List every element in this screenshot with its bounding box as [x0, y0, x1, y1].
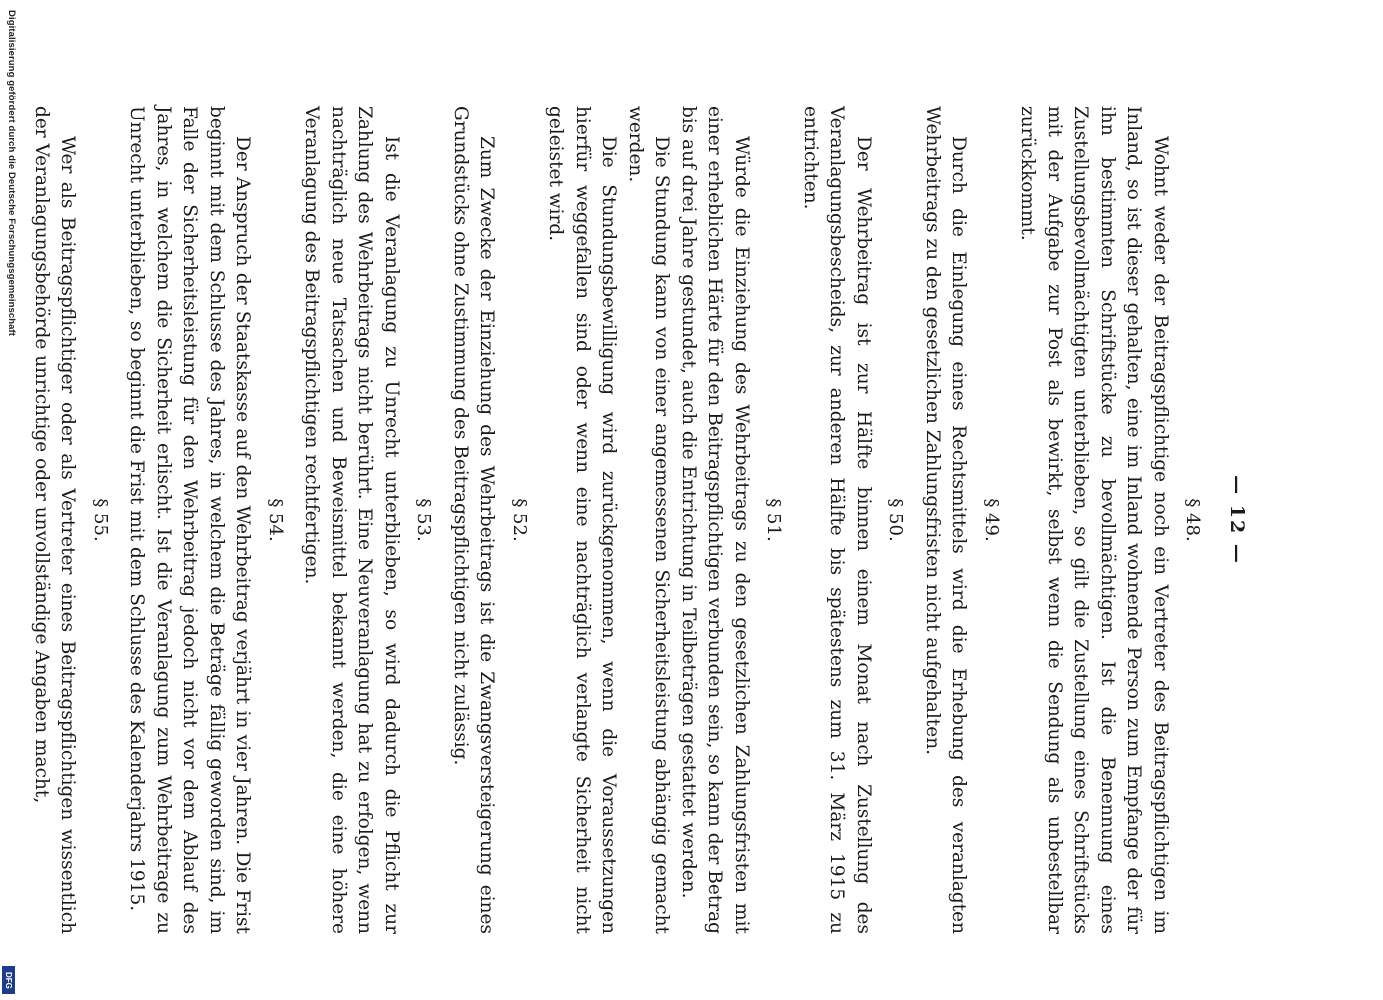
section-paragraph: Wohnt weder der Beitragspflichtige noch ein Vertreter des Beitragspflichtigen im Inland, so ist dieser gehalten, eine im Inland wohnende Person zum Empfange der für ihn bestimmten Schriftstücke zu bevollmächtigen. Ist die Benennung eines Zustellungsbevollmächtigten unterblieben, so gilt die Zustellung eines Schriftstücks mit der Aufgabe zur Post als bewirkt, selbst wenn die Sendung als unbestellbar zurückkommt.	[1017, 106, 1171, 934]
sidebar	[0, 0, 18, 1000]
section-paragraph: Die Stundungsbewilligung wird zurückgenommen, wenn die Voraussetzungen hierfür weggefallen sind oder wenn eine nachträglich verlangte Sicherheit nicht geleistet wird.	[545, 106, 620, 934]
section-paragraph: Wer als Beitragspflichtiger oder als Vertreter eines Beitragspflichtigen wissentlich der Veranlagungsbehörde unrichtige oder unvollständige Angaben macht,	[31, 106, 79, 934]
section-heading: § 53.	[413, 498, 435, 542]
section-paragraph: Ist die Veranlagung zu Unrecht unterblieben, so wird dadurch die Pflicht zur Zahlung des Wehrbeitrags nicht berührt. Eine Neuveranlagung hat zu erfolgen, wenn nachträglich neue Tatsachen und Beweismittel bekannt werden, die eine höhere Veranlagung des Beitragspflichtigen rechtfertigen.	[301, 106, 402, 934]
page-number: — 12 —	[1226, 475, 1248, 565]
section-paragraph: Zum Zwecke der Einziehung des Wehrbeitrags ist die Zwangsversteigerung eines Grundstücks ohne Zustimmung des Beitragspflichtigen nicht zulässig.	[450, 106, 498, 934]
section-heading: § 54.	[265, 498, 286, 542]
dfg-logo: DFG	[2, 966, 15, 994]
section-paragraph: Der Wehrbeitrag ist zur Hälfte binnen einem Monat nach Zustellung des Veranlagungsbescheids, zur anderen Hälfte bis spätestens zum 31. März 1915 zu entrichten.	[800, 106, 874, 934]
section-heading: § 48.	[1182, 498, 1204, 542]
section-paragraph: Durch die Einlegung eines Rechtsmittels wird die Erhebung des veranlagten Wehrbeitrags zu den gesetzlichen Zahlungsfristen nicht aufgehalten.	[922, 106, 970, 934]
section-heading: § 52.	[509, 498, 530, 542]
section-paragraph: Würde die Einziehung des Wehrbeitrags zu den gesetzlichen Zahlungsfristen mit einer erheblichen Härte für den Beitragspflichtigen verbunden sein, so kann der Betrag bis auf drei Jahre gestundet, auch die Entrichtung in Teilbeträgen gestattet werden.	[678, 106, 752, 934]
section-heading: § 50.	[885, 498, 907, 542]
section-heading: § 49.	[981, 498, 1002, 542]
section-paragraph: Die Stundung kann von einer angemessenen Sicherheitsleistung abhängig gemacht werden.	[625, 106, 673, 934]
section-heading: § 51.	[763, 498, 785, 542]
digitization-credit: Digitalisierung gefördert durch die Deutsche Forschungsgemeinschaft	[6, 10, 17, 337]
document-page	[31, 70, 1250, 970]
section-paragraph: Der Anspruch der Staatskasse auf den Wehrbeitrag verjährt in vier Jahren. Die Frist beginnt mit dem Schlusse des Jahres, in welchem die Beträge fällig geworden sind, im Falle der Sicherheitsleistung für den Wehrbeitrag jedoch nicht vor dem Ablauf des Jahres, in welchem die Sicherheit erlischt. Ist die Veranlagung zum Wehrbeitrage zu Unrecht unterblieben, so beginnt die Frist mit dem Schlusse des Kalenderjahrs 1915.	[126, 106, 254, 934]
section-heading: § 55.	[90, 498, 111, 542]
sections-container	[28, 106, 1206, 934]
